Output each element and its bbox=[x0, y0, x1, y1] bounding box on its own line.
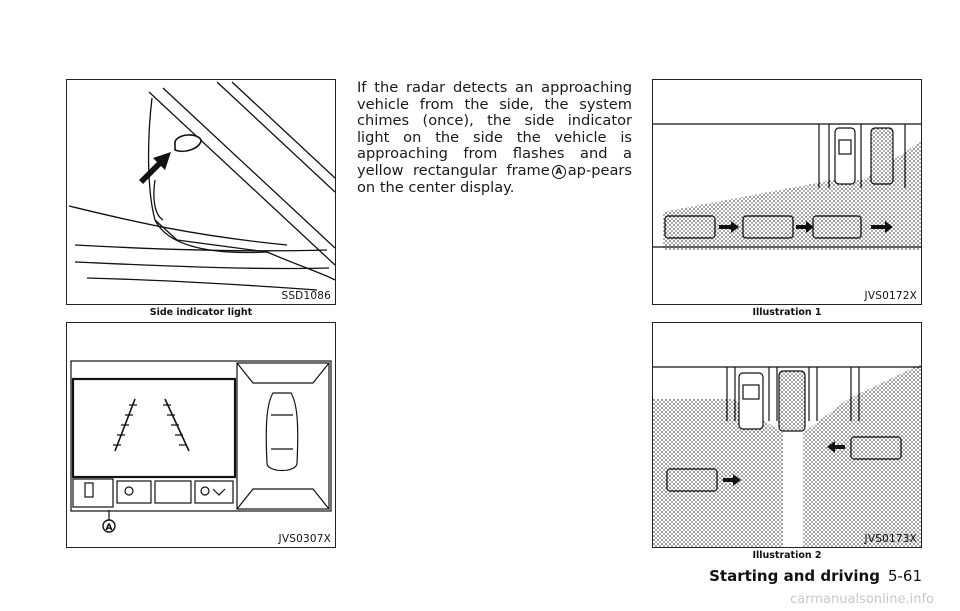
figure-caption: Side indicator light bbox=[149, 307, 253, 318]
figure-caption: Illustration 1 bbox=[752, 307, 822, 318]
side-indicator-drawing bbox=[67, 80, 336, 305]
body-text-after: ap-pears on the center display. bbox=[357, 161, 632, 196]
center-display-drawing bbox=[67, 323, 336, 548]
figure-code: JVS0173X bbox=[864, 533, 917, 545]
illustration1-drawing bbox=[653, 80, 922, 305]
figure-code: JVS0172X bbox=[864, 290, 917, 302]
callout-a-marker: A bbox=[552, 165, 566, 179]
illustration2-figure bbox=[652, 322, 922, 548]
center-display-figure bbox=[66, 322, 336, 548]
body-text-before: If the radar detects an approaching vehicle from the side, the system chimes (once), the side indicator light on the side the vehicle is approaching from flashes and a yellow rectangular frame bbox=[357, 79, 632, 179]
page-number: 5-61 bbox=[887, 567, 922, 585]
watermark: carmanualsonline.info bbox=[790, 592, 934, 607]
body-paragraph bbox=[357, 80, 632, 196]
figure-code: SSD1086 bbox=[281, 290, 331, 302]
illustration2-drawing bbox=[653, 323, 922, 548]
side-indicator-figure bbox=[66, 79, 336, 305]
page-footer bbox=[709, 567, 922, 585]
section-title: Starting and driving bbox=[709, 567, 880, 585]
figure-code: JVS0307X bbox=[278, 533, 331, 545]
illustration1-figure bbox=[652, 79, 922, 305]
callout-a-label: A bbox=[105, 523, 113, 533]
figure-caption: Illustration 2 bbox=[752, 550, 822, 561]
